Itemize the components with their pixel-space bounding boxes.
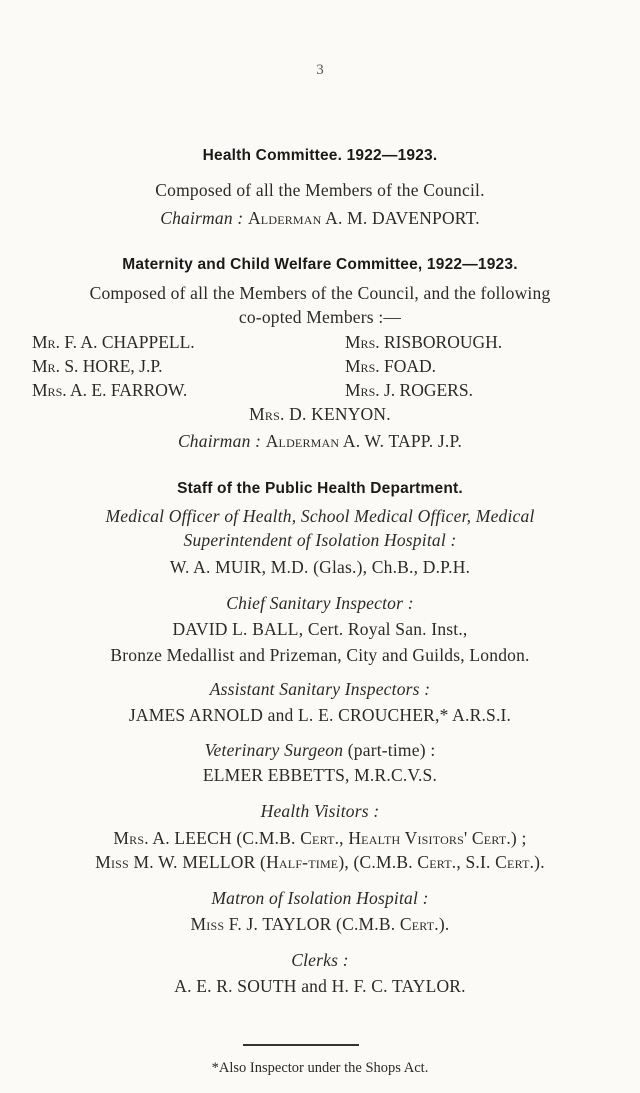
footnote: *Also Inspector under the Shops Act. <box>211 1060 429 1076</box>
asi-names: JAMES ARNOLD and L. E. CROUCHER,* A.R.S.I. <box>128 705 512 725</box>
matron-name: Miss F. J. TAYLOR (C.M.B. Cert.). <box>190 914 450 934</box>
clerks-names: A. E. R. SOUTH and H. F. C. TAYLOR. <box>174 976 466 996</box>
moh-name: W. A. MUIR, M.D. (Glas.), Ch.B., D.P.H. <box>169 557 471 577</box>
hv-line1: Mrs. A. LEECH (C.M.B. Cert., Health Visitors' Cert.) ; <box>113 828 527 848</box>
page-number: 3 <box>316 62 324 78</box>
health-committee-composition: Composed of all the Members of the Council. <box>155 180 485 200</box>
clerks-title: Clerks : <box>291 950 349 970</box>
member-left: Mrs. A. E. FARROW. <box>32 380 188 400</box>
staff-title: Staff of the Public Health Department. <box>177 480 463 497</box>
vet-note: (part-time) : <box>347 740 436 760</box>
health-committee-chairman <box>0 208 640 229</box>
member-center: Mrs. D. KENYON. <box>249 404 391 424</box>
chairman-label: Chairman : <box>160 208 244 228</box>
hv-line2: Miss M. W. MELLOR (Half-time), (C.M.B. Cert., S.I. Cert.). <box>95 852 545 872</box>
chairman-label: Chairman : <box>177 431 262 451</box>
csi-title: Chief Sanitary Inspector : <box>226 593 414 613</box>
chairman-name: Alderman A. W. TAPP. J.P. <box>265 431 463 451</box>
matron-title: Matron of Isolation Hospital : <box>211 888 429 908</box>
csi-name-line2: Bronze Medallist and Prizeman, City and Guilds, London. <box>110 645 530 665</box>
vet-heading <box>0 740 640 761</box>
csi-name-line1: DAVID L. BALL, Cert. Royal San. Inst., <box>172 619 468 639</box>
chairman-name: Alderman A. M. DAVENPORT. <box>247 208 480 228</box>
vet-name: ELMER EBBETTS, M.R.C.V.S. <box>202 765 438 785</box>
maternity-committee-chairman <box>0 431 640 452</box>
moh-title-line1: Medical Officer of Health, School Medical Officer, Medical <box>105 506 535 526</box>
member-right: Mrs. FOAD. <box>345 356 437 376</box>
maternity-composition-line2: co-opted Members :— <box>238 307 402 327</box>
maternity-composition-line1: Composed of all the Members of the Council, and the following <box>89 283 551 303</box>
member-right: Mrs. J. ROGERS. <box>345 380 473 400</box>
health-committee-title: Health Committee. 1922—1923. <box>202 147 438 164</box>
footnote-divider <box>243 1044 359 1046</box>
member-left: Mr. F. A. CHAPPELL. <box>32 332 195 352</box>
member-left: Mr. S. HORE, J.P. <box>32 356 163 376</box>
maternity-committee-title: Maternity and Child Welfare Committee, 1922—1923. <box>122 256 518 273</box>
moh-title-line2: Superintendent of Isolation Hospital : <box>183 530 457 550</box>
member-right: Mrs. RISBOROUGH. <box>345 332 503 352</box>
asi-title: Assistant Sanitary Inspectors : <box>209 679 431 699</box>
hv-title: Health Visitors : <box>260 801 380 821</box>
vet-title: Veterinary Surgeon <box>204 740 344 760</box>
